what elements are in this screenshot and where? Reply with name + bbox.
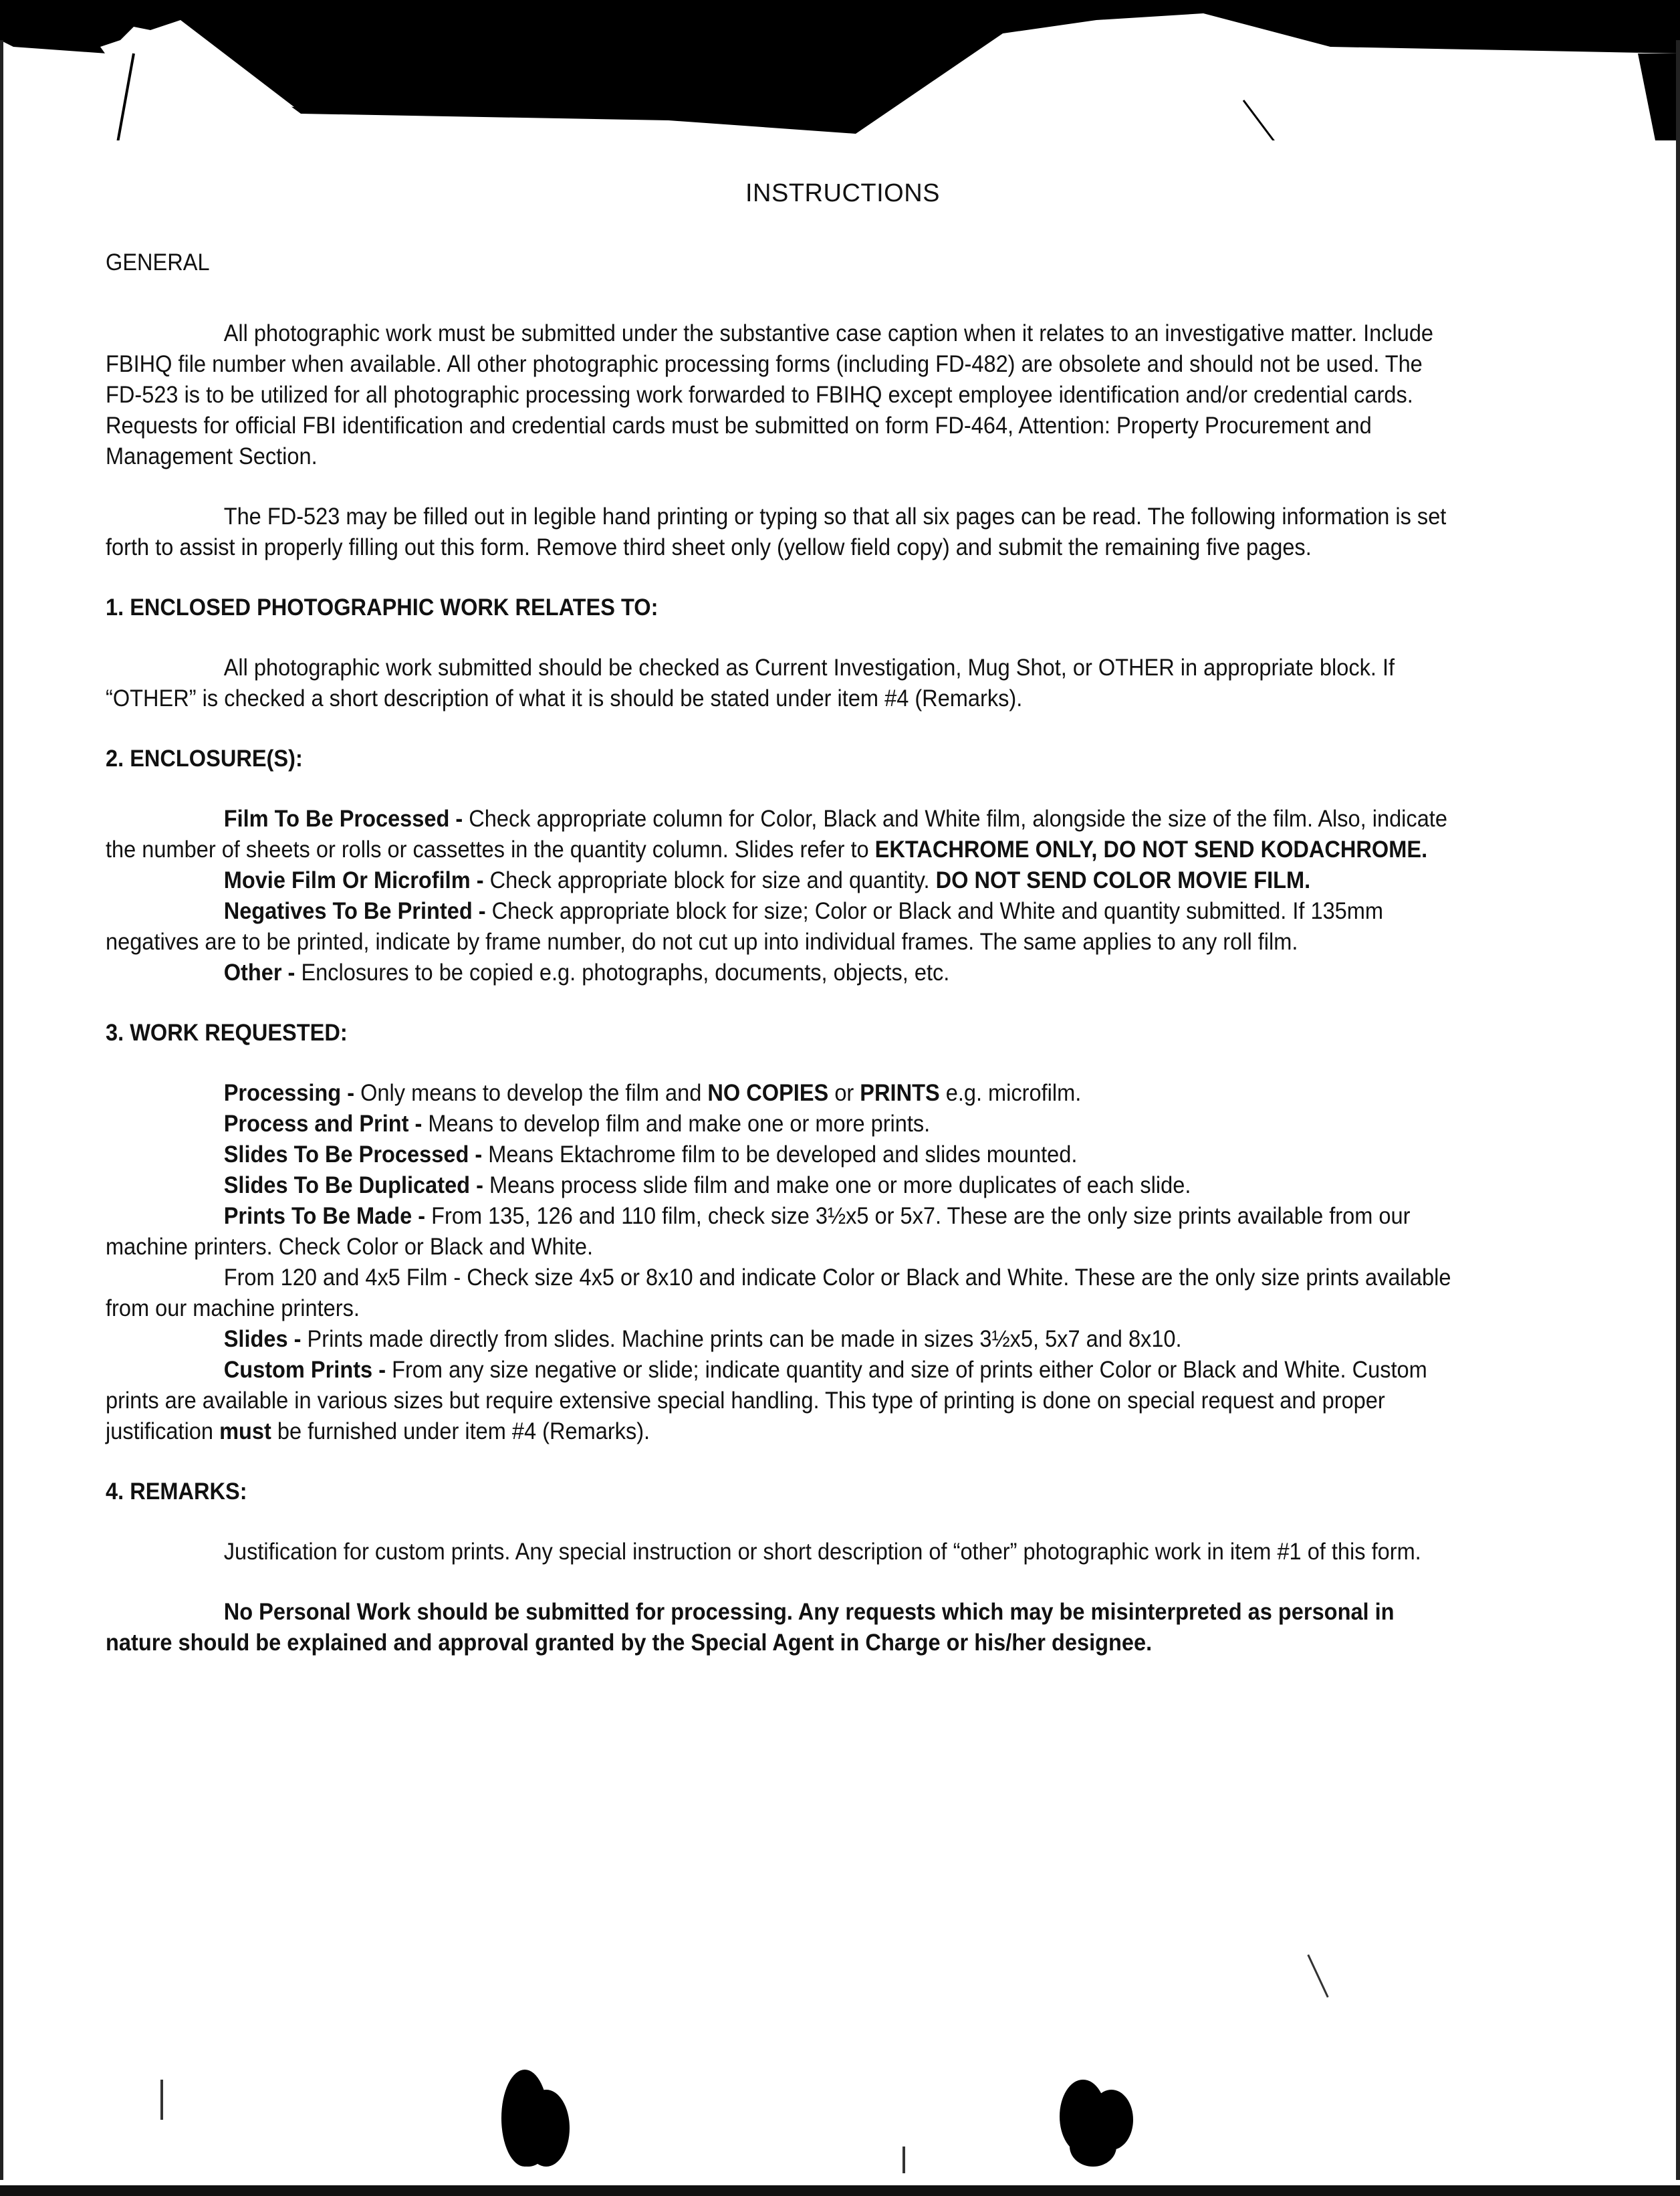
work-slides-processed	[106, 1139, 1461, 1170]
scan-speck	[160, 2080, 163, 2120]
enclosure-other	[106, 958, 1461, 988]
description: From 135, 126 and 110 film, check size 3½x5 or 5x7. These are the only size prints available from our machine printers. Check Color or Black and White.	[106, 1203, 1411, 1260]
term: Other -	[223, 960, 295, 986]
instructions-body	[106, 247, 1461, 1658]
page-title: INSTRUCTIONS	[745, 179, 940, 207]
term: Prints To Be Made -	[223, 1203, 426, 1229]
general-paragraph-2: The FD-523 may be filled out in legible hand printing or typing so that all six pages can be read. The following information is set forth to assist in properly filling out this form. Remove third sheet only (yellow field copy) and submit the remaining five pages.	[106, 504, 1447, 560]
description: Check appropriate block for size and quantity.	[483, 867, 936, 893]
term: Slides To Be Duplicated -	[223, 1172, 483, 1198]
term: Negatives To Be Printed -	[223, 898, 486, 924]
section-2-heading: 2. ENCLOSURE(S):	[106, 746, 303, 772]
emphasis: NO COPIES	[707, 1080, 829, 1106]
enclosure-negatives	[106, 896, 1461, 958]
description: Check appropriate column for Color, Black and White film, alongside the size of the film. Also, indicate the number of sheets or rolls or cassettes in the quantity column. Slides refer to	[106, 806, 1447, 863]
description: Prints made directly from slides. Machine prints can be made in sizes 3½x5, 5x7 and 8x10.	[301, 1326, 1182, 1352]
scan-border-bottom	[0, 2185, 1680, 2196]
term: Custom Prints -	[223, 1357, 386, 1383]
personal-work-notice: No Personal Work should be submitted for processing. Any requests which may be misinterpreted as personal in nature should be explained and approval granted by the Special Agent in Charge or his/her designee.	[106, 1599, 1395, 1656]
description: or	[828, 1080, 860, 1106]
term: Processing -	[223, 1080, 355, 1106]
description: Enclosures to be copied e.g. photographs, documents, objects, etc.	[295, 960, 950, 986]
term: Movie Film Or Microfilm -	[223, 867, 484, 893]
description: Means to develop film and make one or more prints.	[422, 1111, 931, 1137]
term: Slides -	[223, 1326, 302, 1352]
work-custom-prints	[106, 1355, 1461, 1447]
general-paragraph-1: All photographic work must be submitted under the substantive case caption when it relates to an investigative matter. Include FBIHQ file number when available. All other photographic processing forms (including FD-482) are obsolete and should not be used. The FD-523 is to be utilized for all photographic processing work forwarded to FBIHQ except employee identification and/or credential cards. Requests for official FBI identification and credential cards must be submitted on form FD-464, Attention: Property Procurement and Management Section.	[106, 320, 1434, 469]
emphasis: EKTACHROME ONLY, DO NOT SEND KODACHROME.	[874, 837, 1428, 863]
scan-speck	[1307, 1955, 1328, 1998]
section-4-heading: 4. REMARKS:	[106, 1478, 247, 1505]
description: be furnished under item #4 (Remarks).	[271, 1418, 650, 1444]
scan-speck	[903, 2147, 905, 2173]
description: Means Ektachrome film to be developed and slides mounted.	[482, 1141, 1078, 1168]
section-1-heading: 1. ENCLOSED PHOTOGRAPHIC WORK RELATES TO:	[106, 594, 658, 621]
term: Process and Print -	[223, 1111, 423, 1137]
enclosure-movie-film	[106, 865, 1461, 896]
description: e.g. microfilm.	[939, 1080, 1082, 1106]
section-3-heading: 3. WORK REQUESTED:	[106, 1020, 348, 1046]
emphasis: DO NOT SEND COLOR MOVIE FILM.	[935, 867, 1311, 893]
emphasis: must	[219, 1418, 271, 1444]
description: Check appropriate block for size; Color or Black and White and quantity submitted. If 135mm negatives are to be printed, indicate by frame number, do not cut up into individual frames. The same applies to any roll film.	[106, 898, 1384, 955]
emphasis: PRINTS	[860, 1080, 940, 1106]
curled-paper-edge	[0, 0, 1680, 140]
description: Only means to develop the film and	[354, 1080, 708, 1106]
work-from-120-film: From 120 and 4x5 Film - Check size 4x5 or 8x10 and indicate Color or Black and White. These are the only size prints available from our machine printers.	[106, 1265, 1451, 1321]
scan-border-left	[0, 40, 3, 2180]
section-1-text: All photographic work submitted should be checked as Current Investigation, Mug Shot, or OTHER in appropriate block. If “OTHER” is checked a short description of what it is should be stated under item #4 (Remarks).	[106, 655, 1395, 711]
work-process-and-print	[106, 1109, 1461, 1139]
term: Slides To Be Processed -	[223, 1141, 483, 1168]
work-prints-to-be-made	[106, 1201, 1461, 1262]
description: From any size negative or slide; indicate quantity and size of prints either Color or Black and White. Custom prints are available in various sizes but require extensive special handling. This type of printing is done on special request and proper justification	[106, 1357, 1427, 1444]
work-slides-duplicated	[106, 1170, 1461, 1201]
work-slides	[106, 1324, 1461, 1355]
enclosure-film-to-be-processed	[106, 804, 1461, 865]
term: Film To Be Processed -	[223, 806, 463, 832]
remarks-text: Justification for custom prints. Any special instruction or short description of “other” photographic work in item #1 of this form.	[223, 1539, 1421, 1565]
work-processing	[106, 1078, 1461, 1109]
general-heading: GENERAL	[106, 249, 210, 276]
scan-border-right	[1676, 40, 1680, 2180]
description: Means process slide film and make one or more duplicates of each slide.	[483, 1172, 1191, 1198]
